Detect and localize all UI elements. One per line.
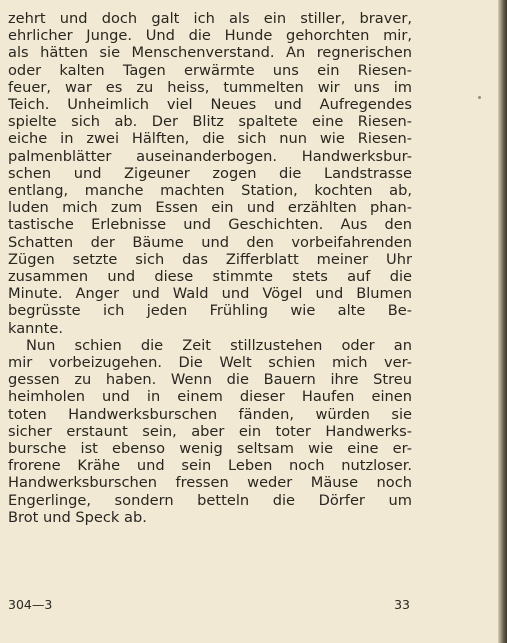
text-line: mir vorbeizugehen. Die Welt schien mich ver- bbox=[8, 354, 412, 372]
text-line: oder kalten Tagen erwärmte uns ein Riesen- bbox=[8, 61, 412, 79]
text-line: zehrt und doch galt ich als ein stiller, braver, bbox=[8, 10, 412, 27]
printer-signature: 304—3 bbox=[8, 597, 53, 612]
text-line: Teich. Unheimlich viel Neues und Aufregendes bbox=[8, 96, 412, 114]
text-line: zusammen und diese stimmte stets auf die bbox=[8, 268, 412, 286]
text-line: spielte sich ab. Der Blitz spaltete eine Riesen- bbox=[8, 113, 412, 131]
paragraph bbox=[8, 10, 412, 337]
text-line: palmenblätter auseinanderbogen. Handwerksbur- bbox=[8, 147, 412, 165]
text-line: frorene Krähe und sein Leben noch nutzloser. bbox=[8, 457, 412, 475]
text-line: Schatten der Bäume und den vorbeifahrenden bbox=[8, 233, 412, 251]
paper-speck bbox=[478, 96, 481, 99]
text-line: als hätten sie Menschenverstand. An regnerischen bbox=[8, 44, 412, 62]
text-line: schen und Zigeuner zogen die Landstrasse bbox=[8, 164, 412, 182]
text-line: feuer, war es zu heiss, tummelten wir uns im bbox=[8, 78, 412, 96]
text-line: ehrlicher Junge. Und die Hunde gehorchten mir, bbox=[8, 27, 412, 45]
text-line: heimholen und in einem dieser Haufen einen bbox=[8, 388, 412, 406]
text-line: eiche in zwei Hälften, die sich nun wie Riesen- bbox=[8, 130, 412, 148]
text-line: begrüsste ich jeden Frühling wie alte Be- bbox=[8, 302, 412, 320]
page-number: 33 bbox=[394, 597, 410, 612]
text-line: kannte. bbox=[8, 319, 63, 337]
text-line: bursche ist ebenso wenig seltsam wie eine er- bbox=[8, 440, 412, 458]
text-line: gessen zu haben. Wenn die Bauern ihre Streu bbox=[8, 371, 412, 389]
text-line: Zügen setzte sich das Zifferblatt meiner Uhr bbox=[8, 250, 412, 268]
text-line: Minute. Anger und Wald und Vögel und Blumen bbox=[8, 285, 412, 303]
text-line: toten Handwerksburschen fänden, würden sie bbox=[8, 405, 412, 423]
text-line: Nun schien die Zeit stillzustehen oder an bbox=[26, 336, 412, 354]
text-line: sicher erstaunt sein, aber ein toter Handwerks- bbox=[8, 422, 412, 440]
paragraph bbox=[8, 337, 412, 526]
body-text bbox=[8, 10, 412, 526]
text-line: tastische Erlebnisse und Geschichten. Aus den bbox=[8, 216, 412, 234]
text-line: Handwerksburschen fressen weder Mäuse noch bbox=[8, 474, 412, 492]
text-line: Brot und Speck ab. bbox=[8, 508, 147, 526]
text-line: luden mich zum Essen ein und erzählten phan- bbox=[8, 199, 412, 217]
text-line: entlang, manche machten Station, kochten ab, bbox=[8, 182, 412, 200]
page-footer bbox=[8, 597, 410, 613]
text-line: Engerlinge, sondern betteln die Dörfer um bbox=[8, 491, 412, 509]
